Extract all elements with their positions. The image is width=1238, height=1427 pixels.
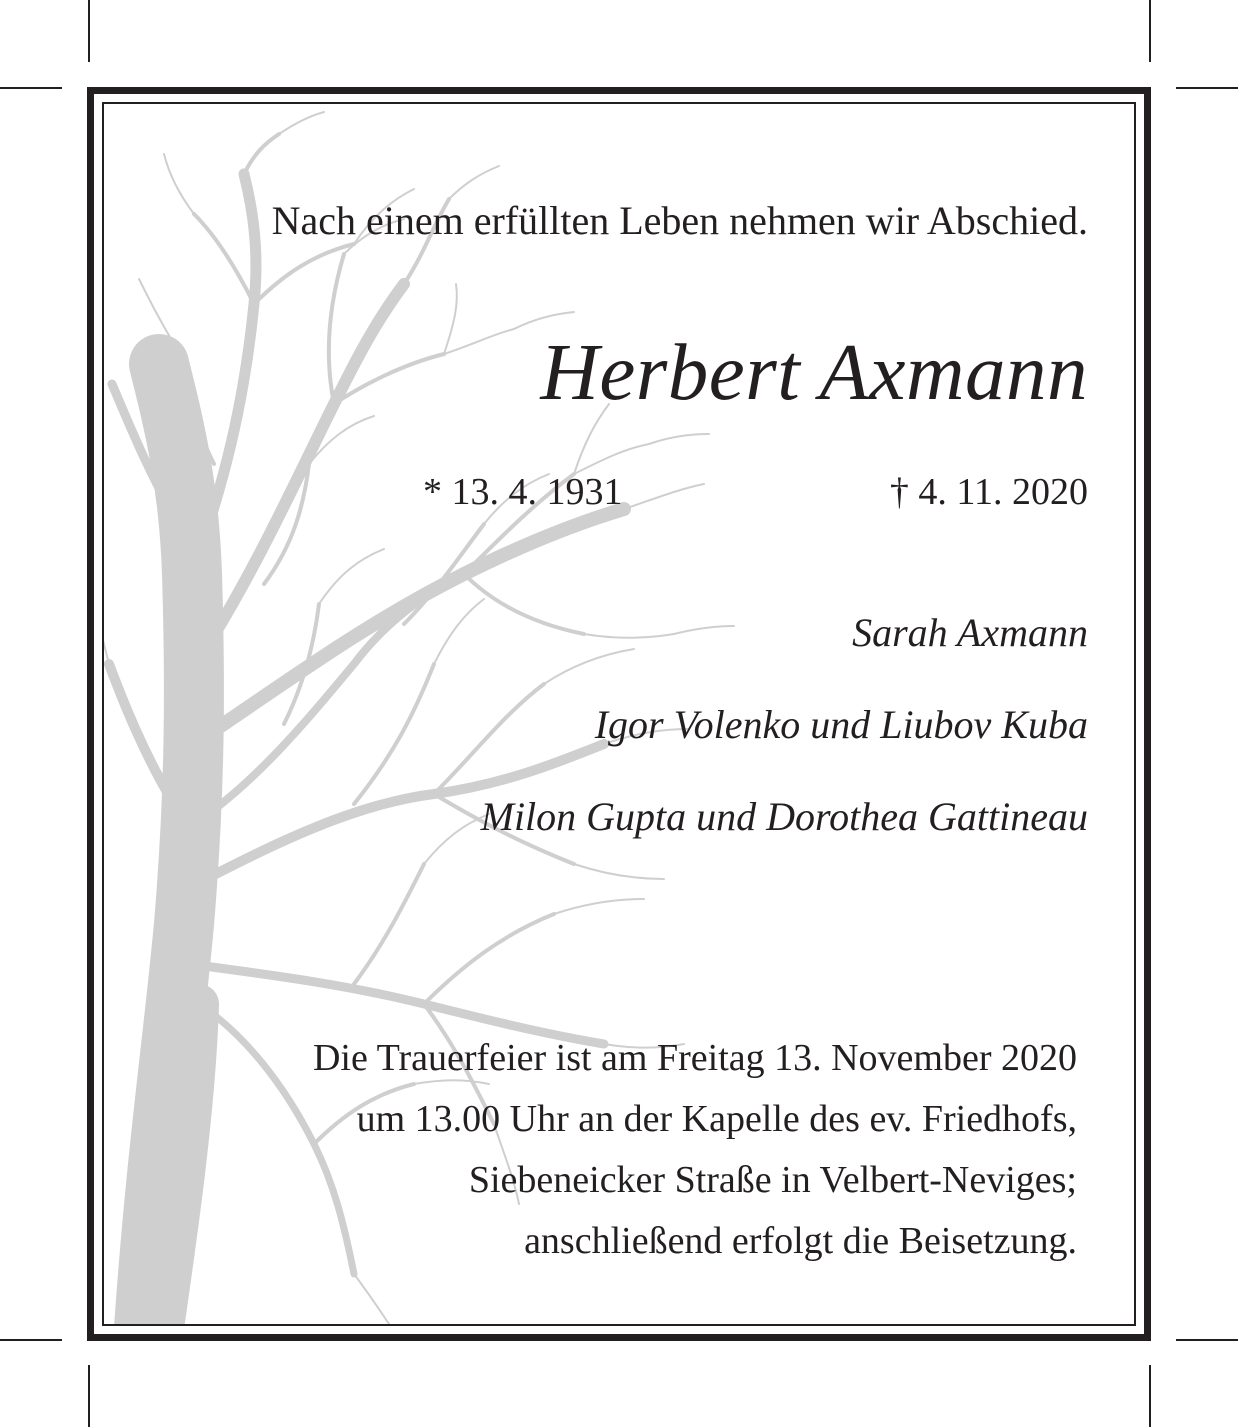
opening-line: Nach einem erfüllten Leben nehmen wir Abschied. xyxy=(271,198,1088,243)
crop-mark xyxy=(1149,0,1151,62)
mourner-name: Milon Gupta und Dorothea Gattineau xyxy=(480,794,1088,839)
crop-mark xyxy=(88,0,90,62)
crop-mark xyxy=(0,87,62,89)
mourner-name: Sarah Axmann xyxy=(852,610,1088,655)
death-date: † 4. 11. 2020 xyxy=(889,471,1088,513)
birth-date: * 13. 4. 1931 xyxy=(423,471,623,513)
deceased-name: Herbert Axmann xyxy=(540,327,1088,417)
crop-mark xyxy=(1176,87,1238,89)
funeral-line: Die Trauerfeier ist am Freitag 13. November 2020 xyxy=(312,1037,1077,1079)
crop-mark xyxy=(1176,1339,1238,1341)
crop-mark xyxy=(0,1339,62,1341)
crop-mark xyxy=(88,1365,90,1427)
crop-mark xyxy=(1149,1365,1151,1427)
obituary-notice xyxy=(102,102,1136,1326)
mourner-name: Igor Volenko und Liubov Kuba xyxy=(594,702,1088,747)
funeral-line: anschließend erfolgt die Beisetzung. xyxy=(524,1220,1077,1262)
funeral-line: um 13.00 Uhr an der Kapelle des ev. Friedhofs, xyxy=(356,1098,1077,1140)
funeral-line: Siebeneicker Straße in Velbert-Neviges; xyxy=(468,1159,1077,1201)
funeral-details xyxy=(313,1028,1077,1272)
